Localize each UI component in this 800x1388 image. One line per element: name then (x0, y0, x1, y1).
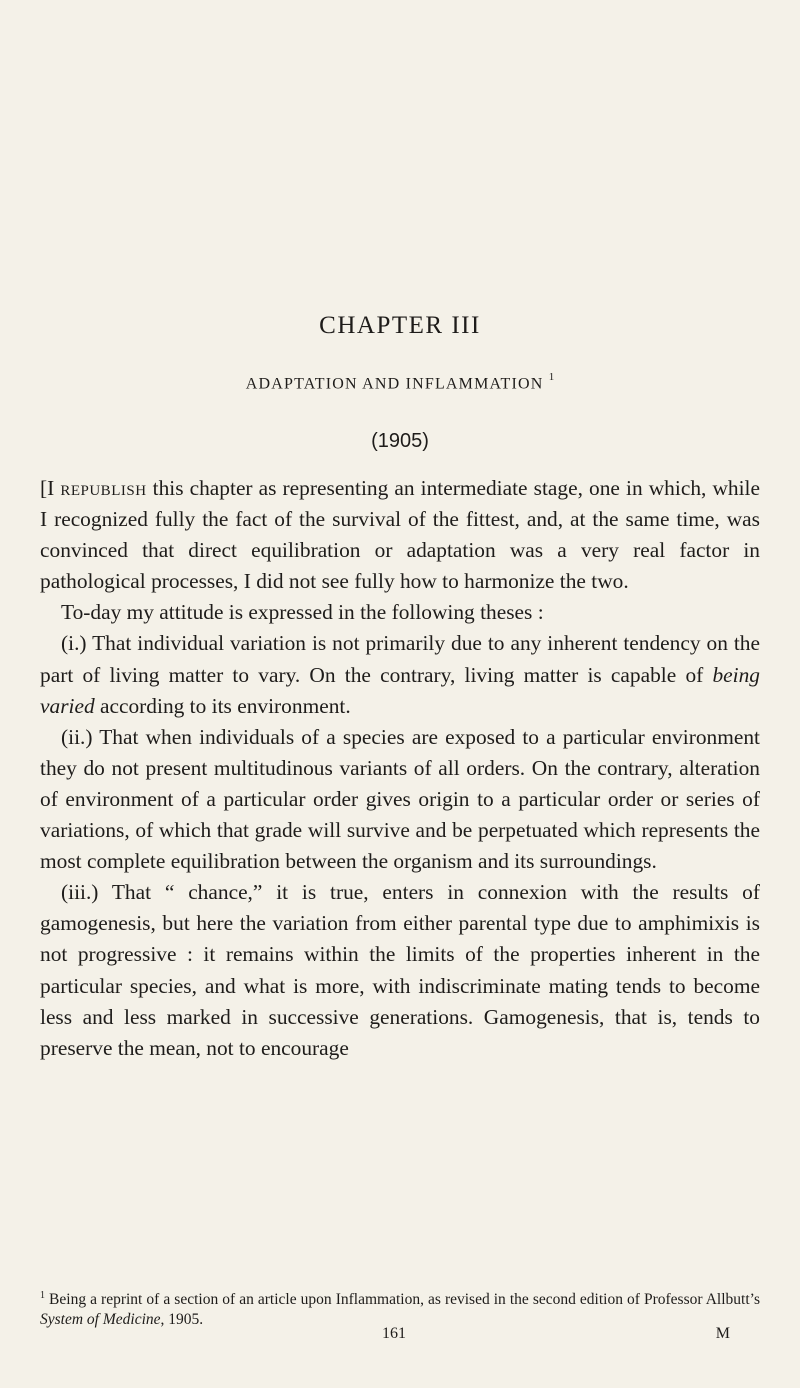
paragraph-thesis-iii: (iii.) That “ chance,” it is true, enters in connexion with the results of gamogenesis, but here the variation from either parental type due to amphimixis is not progressive : it remains within the limits of the properties inherent in the particular species, and what is more, with indiscriminate mating tends to become less and less marked in successive generations. Gamogenesis, that is, tends to preserve the mean, not to encourage (40, 880, 760, 1060)
paragraph-intro (40, 473, 760, 597)
footnote-marker: 1 (40, 1290, 45, 1301)
footnote-italic: System of Medicine (40, 1311, 161, 1329)
paragraph-thesis-i (40, 628, 760, 721)
intro-bracket: [I (40, 476, 61, 500)
thesis-i-end: according to its environment. (94, 693, 351, 718)
signature-mark: M (715, 1325, 730, 1342)
footnote-end: , 1905. (160, 1311, 204, 1329)
footnote-text: Being a reprint of a section of an article upon Inflammation, as revised in the second edition of Professor Allbutt’s (45, 1291, 760, 1309)
footnote (40, 1286, 760, 1330)
page-number: 161 (382, 1325, 406, 1342)
thesis-i-text: (i.) That individual variation is not primarily due to any inherent tendency on the part of living matter to vary. On the contrary, living matter is capable of (40, 631, 760, 687)
chapter-title-text: ADAPTATION AND INFLAMMATION (245, 375, 544, 393)
body-text (40, 473, 760, 1064)
thesis-i-italic: being varied (40, 662, 760, 718)
chapter-title (0, 373, 800, 393)
footnote-reference: 1 (548, 371, 555, 383)
intro-smallcaps: republish (60, 476, 147, 500)
paragraph-theses-intro: To-day my attitude is expressed in the following theses : (61, 600, 544, 625)
chapter-year: (1905) (371, 430, 429, 452)
chapter-heading: CHAPTER III (319, 312, 481, 339)
paragraph-thesis-ii: (ii.) That when individuals of a species are exposed to a particular environment they do not present multitudinous variants of all orders. On the contrary, alteration of environment of a particular order gives origin to a particular order or series of variations, of which that grade will survive and be perpetuated which represents the most complete equilibration between the organism and its surroundings. (40, 724, 760, 874)
intro-rest: this chapter as representing an intermediate stage, one in which, while I recognized fully the fact of the survival of the fittest, and, at the same time, was convinced that direct equilibration or adaptation was a very real factor in pathological processes, I did not see fully how to harmonize the two. (40, 476, 760, 594)
